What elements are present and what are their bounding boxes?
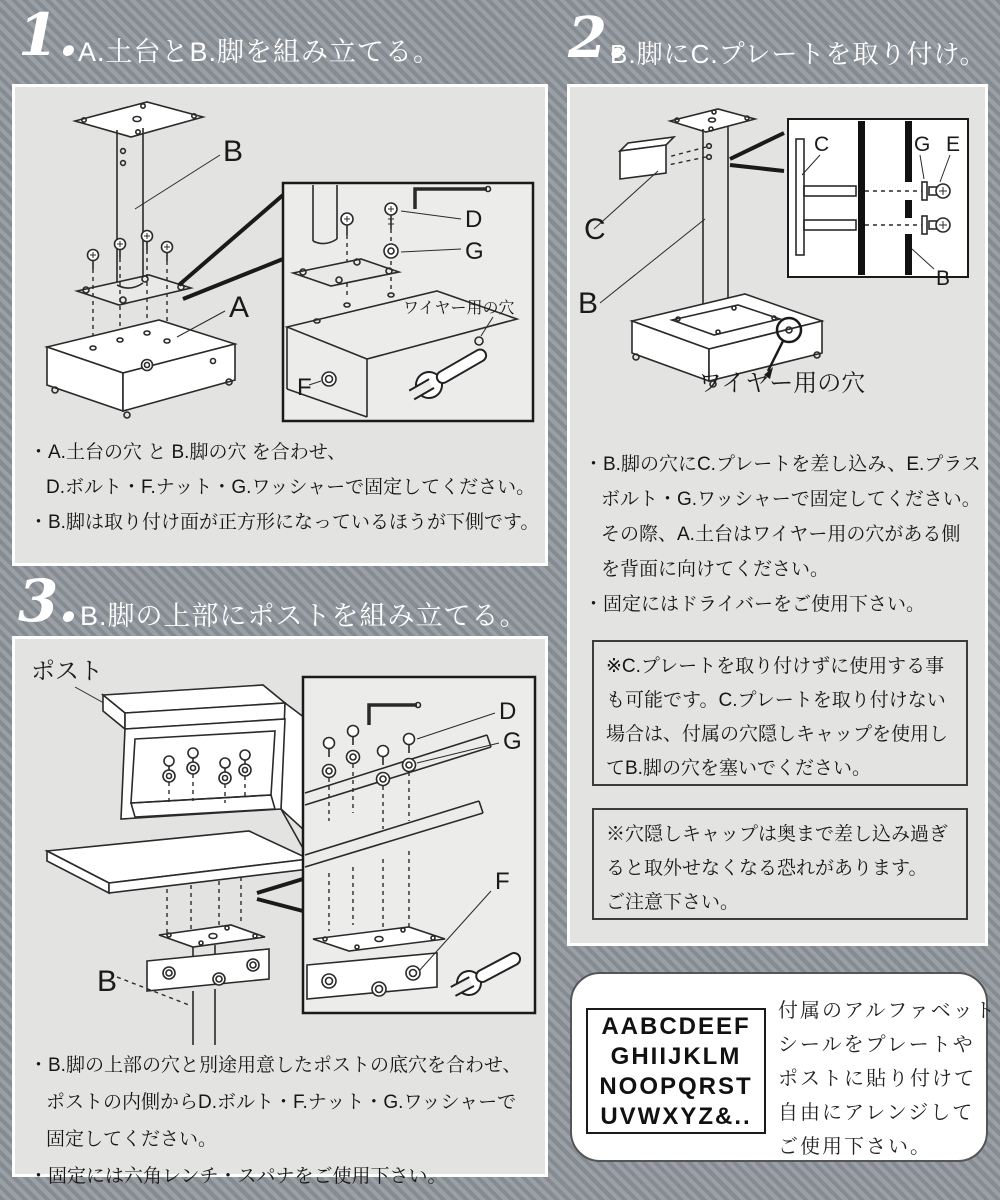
- step3-diagram: [17, 643, 543, 1047]
- step2-panel: [567, 84, 988, 946]
- step3-label-d: D: [499, 698, 517, 725]
- sticker-line: 自由にアレンジして: [778, 1102, 975, 1124]
- alphabet-row: UVWXYZ&..: [600, 1103, 752, 1130]
- alphabet-row: GHIIJKLM: [610, 1043, 742, 1070]
- step1-inset-detail: [283, 183, 533, 421]
- step1-title: A.土台とB.脚を組み立てる。: [78, 37, 442, 67]
- step1-label-a: A: [229, 291, 250, 324]
- step2-inset-detail: [788, 119, 968, 290]
- note-line: ポストの内側からD.ボルト・F.ナット・G.ワッシャーで: [46, 1092, 517, 1113]
- step2-inset-label-g: G: [914, 133, 931, 156]
- note-line: 固定してください。: [46, 1129, 218, 1150]
- step1-wire-hole-label: ワイヤー用の穴: [403, 300, 515, 317]
- note-line: D.ボルト・F.ナット・G.ワッシャーで固定してください。: [46, 477, 536, 498]
- step2-label-c: C: [584, 213, 606, 246]
- step2-inset-label-e: E: [946, 133, 961, 156]
- note-line: ・B.脚は取り付け面が正方形になっているほうが下側です。: [29, 512, 540, 533]
- note-line: その際、A.土台はワイヤー用の穴がある側: [601, 524, 961, 545]
- notice-line: も可能です。C.プレートを取り付けない: [606, 690, 946, 711]
- step3-panel: [12, 636, 548, 1187]
- step1-panel: [12, 84, 548, 566]
- step3-title: B.脚の上部にポストを組み立てる。: [80, 601, 528, 631]
- alphabet-row: NOOPQRST: [599, 1073, 753, 1100]
- step2-label-b: B: [578, 287, 599, 320]
- note-line: ・B.脚の穴にC.プレートを差し込み、E.プラス: [584, 454, 981, 475]
- notice-line: ご注意下さい。: [606, 892, 740, 913]
- step2-notice-box-2: [592, 808, 968, 920]
- notice-line: 場合は、付属の穴隠しキャップを使用し: [606, 724, 949, 745]
- step3-inset-detail: [303, 677, 535, 1013]
- step1-label-b: B: [223, 135, 244, 168]
- step1-number: 1.: [18, 1, 79, 69]
- step3-label-g: G: [503, 728, 522, 755]
- sticker-line: シールをプレートや: [778, 1034, 975, 1056]
- step2-wire-hole-label: ワイヤー用の穴: [698, 370, 866, 397]
- note-line: ・固定にはドライバーをご使用下さい。: [584, 594, 926, 615]
- note-line: ・A.土台の穴 と B.脚の穴 を合わせ、: [29, 442, 347, 463]
- step2-diagram: [570, 89, 985, 401]
- note-line: ボルト・G.ワッシャーで固定してください。: [601, 489, 981, 510]
- step2-inset-label-c: C: [814, 133, 830, 156]
- note-line: ・固定には六角レンチ・スパナをご使用下さい。: [29, 1166, 447, 1187]
- notice-line: ※穴隠しキャップは奥まで差し込み過ぎ: [606, 824, 949, 845]
- step2-number: 2.: [568, 5, 627, 71]
- washer-g-icon: [384, 244, 398, 258]
- notice-line: ※C.プレートを取り付けずに使用する事: [606, 656, 945, 677]
- sticker-instructions: [778, 994, 997, 1164]
- step3-mailbox-view: [47, 685, 309, 1045]
- alphabet-row: AABCDEEF: [601, 1013, 751, 1040]
- step1-notes: [29, 435, 539, 540]
- step1-label-f: F: [297, 374, 312, 401]
- step3-label-f: F: [495, 868, 510, 895]
- step3-post-label: ポスト: [31, 658, 103, 685]
- step2-notes: [584, 447, 981, 622]
- alphabet-sticker-sheet: [586, 1008, 766, 1134]
- sticker-line: ご使用下さい。: [778, 1136, 932, 1158]
- step2-title: B.脚にC.プレートを取り付け。: [610, 39, 987, 69]
- note-line: を背面に向けてください。: [601, 559, 830, 580]
- alphabet-sticker-panel: [570, 972, 997, 1162]
- note-line: ・B.脚の上部の穴と別途用意したポストの底穴を合わせ、: [29, 1055, 522, 1076]
- step1-label-g: G: [465, 238, 484, 265]
- step3-notes: [29, 1047, 521, 1195]
- step2-inset-label-b: B: [936, 267, 951, 290]
- step3-number: 3.: [18, 567, 79, 635]
- nut-f-icon: [322, 372, 336, 386]
- step3-label-b: B: [97, 965, 118, 998]
- sticker-line: 付属のアルファベット: [778, 1000, 997, 1022]
- sticker-line: ポストに貼り付けて: [778, 1068, 976, 1090]
- step2-notice-box-1: [592, 640, 968, 786]
- notice-line: てB.脚の穴を塞いでください。: [606, 758, 871, 779]
- step1-diagram: [17, 89, 541, 429]
- notice-line: ると取外せなくなる恐れがあります。: [606, 858, 928, 879]
- step1-label-d: D: [465, 206, 483, 233]
